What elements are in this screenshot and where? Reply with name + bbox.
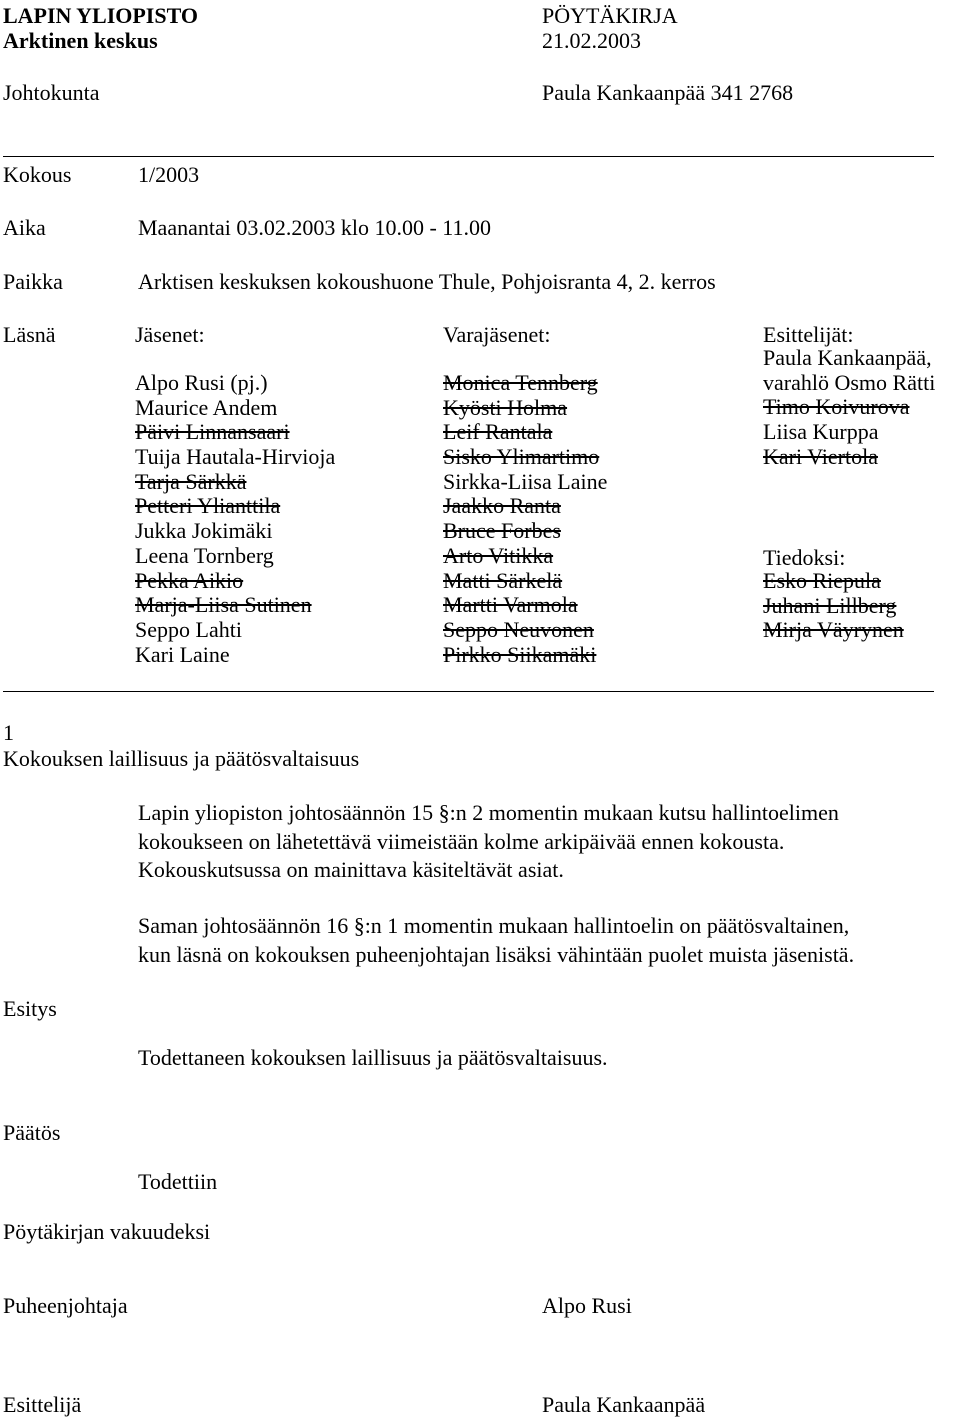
member-name: Petteri Ylianttila [135, 493, 281, 519]
document-type: PÖYTÄKIRJA [542, 3, 678, 28]
presenter-name: Paula Kankaanpää, [763, 345, 932, 370]
chair-label: Puheenjohtaja [3, 1293, 128, 1318]
chair-name: Alpo Rusi [542, 1293, 632, 1318]
deputy-name: Arto Vitikka [443, 542, 554, 568]
info-header: Tiedoksi: [763, 545, 846, 570]
deputy-name: Leif Rantala [443, 419, 553, 445]
deputy-name: Kyösti Holma [443, 394, 568, 420]
body-name: Johtokunta [3, 80, 100, 105]
presenter-name: Paula Kankaanpää [542, 1392, 706, 1417]
paragraph-line: Saman johtosäännön 16 §:n 1 momentin mukaan hallintoelin on päätösvaltainen, [138, 913, 850, 938]
presenter-label: Esittelijä [3, 1392, 82, 1417]
member-name: Leena Tornberg [135, 542, 274, 568]
esitys-label: Esitys [3, 996, 57, 1021]
members-list [135, 371, 335, 667]
deputy-name: Seppo Neuvonen [443, 616, 594, 642]
members-header: Jäsenet: [135, 322, 205, 347]
presenter-name: Liisa Kurppa [763, 419, 879, 445]
member-name: Marja-Liisa Sutinen [135, 592, 312, 618]
kokous-value: 1/2003 [138, 162, 200, 187]
deputy-name: Bruce Forbes [443, 518, 561, 544]
paikka-value: Arktisen keskuksen kokoushuone Thule, Pohjoisranta 4, 2. kerros [138, 269, 716, 294]
presenter-name: Kari Viertola [763, 443, 878, 469]
background-paragraph-2 [138, 912, 953, 969]
item-number: 1 [3, 720, 14, 745]
paragraph-line: Kokouskutsussa on mainittava käsiteltävät asiat. [138, 857, 564, 882]
deputy-name: Martti Varmola [443, 592, 578, 618]
item-title: Kokouksen laillisuus ja päätösvaltaisuus [3, 746, 360, 771]
divider-top [3, 156, 934, 157]
member-name: Jukka Jokimäki [135, 518, 273, 544]
unit-name: Arktinen keskus [3, 28, 158, 53]
contact-info: Paula Kankaanpää 341 2768 [542, 80, 794, 105]
deputy-name: Monica Tennberg [443, 370, 598, 395]
paatos-text: Todettiin [138, 1169, 218, 1194]
member-name: Alpo Rusi (pj.) [135, 370, 268, 395]
document-date: 21.02.2003 [542, 28, 641, 53]
divider-middle [3, 691, 934, 692]
kokous-label: Kokous [3, 162, 72, 187]
background-paragraph-1 [138, 799, 953, 885]
member-name: Päivi Linnansaari [135, 419, 290, 445]
signatures-title: Pöytäkirjan vakuudeksi [3, 1219, 211, 1244]
paragraph-line: kokoukseen on lähetettävä viimeistään kolme arkipäivää ennen kokousta. [138, 828, 785, 854]
deputy-name: Matti Särkelä [443, 567, 563, 593]
deputy-name: Jaakko Ranta [443, 493, 561, 519]
org-name: LAPIN YLIOPISTO [3, 3, 198, 28]
member-name: Kari Laine [135, 641, 230, 667]
member-name: Maurice Andem [135, 394, 278, 420]
presenters-list [763, 346, 935, 469]
presenters-header: Esittelijät: [763, 322, 854, 347]
member-name: Tuija Hautala-Hirvioja [135, 444, 336, 470]
aika-value: Maanantai 03.02.2003 klo 10.00 - 11.00 [138, 215, 491, 240]
member-name: Pekka Aikio [135, 567, 244, 593]
member-name: Tarja Särkkä [135, 468, 247, 494]
info-list [763, 569, 904, 643]
member-name: Seppo Lahti [135, 616, 242, 642]
deputies-list [443, 371, 607, 667]
info-recipient-name: Esko Riepula [763, 568, 881, 593]
deputy-name: Pirkko Siikamäki [443, 641, 597, 667]
esitys-text: Todettaneen kokouksen laillisuus ja päätösvaltaisuus. [138, 1045, 608, 1070]
paragraph-line: Lapin yliopiston johtosäännön 15 §:n 2 momentin mukaan kutsu hallintoelimen [138, 800, 839, 825]
deputy-name: Sisko Ylimartimo [443, 444, 600, 470]
presenter-name: Timo Koivurova [763, 394, 910, 420]
aika-label: Aika [3, 215, 46, 240]
paragraph-line: kun läsnä on kokouksen puheenjohtajan lisäksi vähintään puolet muista jäsenistä. [138, 941, 855, 967]
paatos-label: Päätös [3, 1120, 61, 1145]
info-recipient-name: Juhani Lillberg [763, 592, 897, 618]
deputies-header: Varajäsenet: [443, 322, 551, 347]
attendance-label: Läsnä [3, 322, 56, 347]
presenter-name: varahlö Osmo Rätti [763, 369, 936, 395]
deputy-name: Sirkka-Liisa Laine [443, 468, 608, 494]
paikka-label: Paikka [3, 269, 63, 294]
info-recipient-name: Mirja Väyrynen [763, 617, 904, 643]
